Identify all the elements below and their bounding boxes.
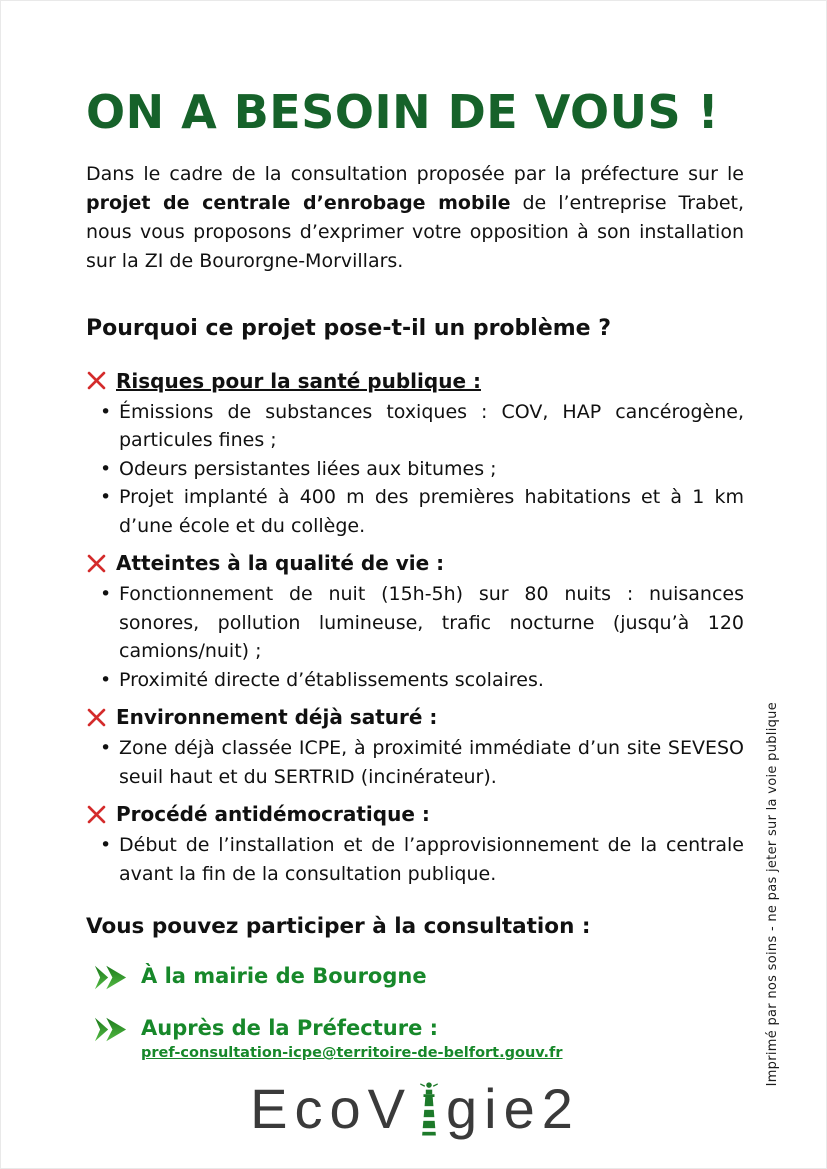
option-label: À la mairie de Bourogne: [141, 964, 427, 989]
section-heading-row: [86, 703, 744, 731]
bullet-item: • Fonctionnement de nuit (15h-5h) sur 80 nuits : nuisances sonores, pollution lumineuse, trafic nocturne (jusqu’à 120 camions/nuit) ;: [86, 580, 744, 666]
bullet-list: [86, 398, 744, 541]
option-label: Auprès de la Préfecture :: [141, 1016, 439, 1041]
intro-part2: de l’entreprise Trabet, nous vous proposons d’exprimer votre opposition à son installation sur la ZI de Bourorgne-Morvillars.: [86, 191, 744, 272]
section-heading-row: [86, 549, 744, 577]
section-sante-publique: [86, 367, 744, 541]
section-procede: [86, 800, 744, 888]
flyer-title: ON A BESOIN DE VOUS !: [86, 85, 720, 139]
bullet-item: • Projet implanté à 400 m des premières habitations et à 1 km d’une école et du collège.: [86, 483, 744, 540]
bullet-list: [86, 831, 744, 888]
flyer-content: [86, 87, 744, 1139]
section-qualite-de-vie: [86, 549, 744, 694]
section-heading-row: [86, 367, 744, 395]
question-heading: Pourquoi ce projet pose-t-il un problème ?: [86, 315, 612, 341]
bullet-item: • Odeurs persistantes liées aux bitumes ;: [86, 455, 744, 484]
lighthouse-icon: [418, 1077, 440, 1139]
bullet-item: • Début de l’installation et de l’approvisionnement de la centrale avant la fin de la consultation publique.: [86, 831, 744, 888]
logo-text-right: gie2: [445, 1077, 580, 1141]
section-heading: Atteintes à la qualité de vie :: [116, 551, 445, 576]
x-mark-icon: [86, 707, 107, 728]
section-heading: Environnement déjà saturé :: [116, 705, 438, 730]
section-heading-row: [86, 800, 744, 828]
x-mark-icon: [86, 553, 107, 574]
participate-heading: Vous pouvez participer à la consultation :: [86, 914, 591, 940]
intro-bold: projet de centrale d’enrobage mobile: [86, 191, 511, 214]
section-environnement: [86, 703, 744, 791]
print-notice: Imprimé par nos soins - ne pas jeter sur la voie publique: [765, 701, 780, 1086]
x-mark-icon: [86, 804, 107, 825]
intro-paragraph: [86, 160, 744, 276]
section-heading: Procédé antidémocratique :: [116, 802, 430, 827]
bullet-item: • Zone déjà classée ICPE, à proximité immédiate d’un site SEVESO seuil haut et du SERTRID (incinérateur).: [86, 734, 744, 791]
double-chevron-right-icon: [94, 964, 128, 991]
intro-part1: Dans le cadre de la consultation proposée par la préfecture sur le: [86, 162, 744, 185]
bullet-list: [86, 734, 744, 791]
bullet-list: [86, 580, 744, 694]
double-chevron-right-icon: [94, 1016, 128, 1043]
x-mark-icon: [86, 370, 107, 391]
bullet-item: • Proximité directe d’établissements scolaires.: [86, 666, 744, 695]
section-heading: Risques pour la santé publique :: [116, 368, 481, 393]
ecovigie-logo: [86, 1077, 744, 1139]
participate-option-prefecture: [94, 1015, 744, 1061]
logo-text-left: EcoV: [250, 1077, 412, 1141]
bullet-item: • Émissions de substances toxiques : COV, HAP cancérogène, particules fines ;: [86, 398, 744, 455]
email-link[interactable]: pref-consultation-icpe@territoire-de-belfort.gouv.fr: [141, 1045, 563, 1062]
participate-option-mairie: [94, 963, 744, 991]
